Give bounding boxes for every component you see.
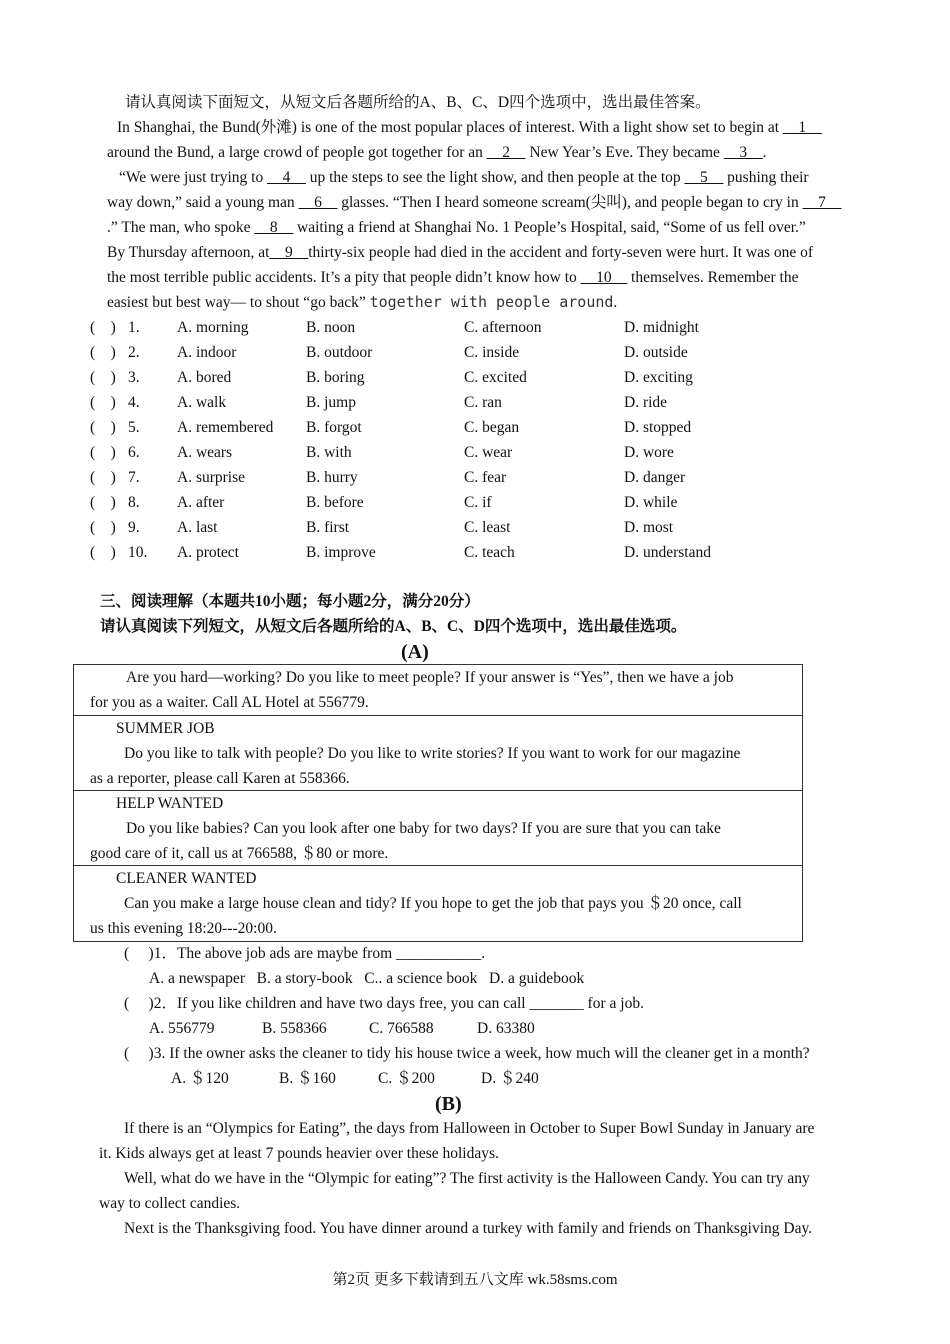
ad-text: for you as a waiter. Call AL Hotel at 556779. [90, 694, 369, 711]
passage-line-5: .” The man, who spoke __8__ waiting a friend at Shanghai No. 1 People’s Hospital, said, “Some of us fell over.” [107, 219, 806, 236]
question-2-option-c: C. 766588 [369, 1020, 434, 1037]
cloze-q5-paren: ( ) [90, 419, 116, 436]
question-1-stem: ( )1．The above job ads are maybe from ___________. [124, 945, 486, 962]
ad-text: us this evening 18:20---20:00. [90, 920, 277, 937]
cloze-q3-option-b: B. boring [306, 369, 365, 386]
ad-text: Do you like to talk with people? Do you like to write stories? If you want to work for our magazine [124, 745, 741, 762]
question-3-option-a: A. ＄120 [171, 1070, 229, 1087]
cloze-q5-option-a: A. remembered [177, 419, 274, 436]
ad-help-wanted [74, 791, 802, 866]
passage-line-7: the most terrible public accidents. It’s a pity that people didn’t know how to __10__ themselves. Remember the [107, 269, 799, 286]
ad-cleaner-wanted [74, 866, 802, 941]
cloze-q4-option-b: B. jump [306, 394, 356, 411]
cloze-q2-option-a: A. indoor [177, 344, 237, 361]
blank-8: __8__ [254, 219, 294, 236]
cloze-q7-paren: ( ) [90, 469, 116, 486]
cloze-q8-option-c: C. if [464, 494, 492, 511]
cloze-q5-option-d: D. stopped [624, 419, 692, 436]
cloze-q2-option-d: D. outside [624, 344, 688, 361]
ad-text: as a reporter, please call Karen at 558366. [90, 770, 350, 787]
cloze-q4-option-c: C. ran [464, 394, 502, 411]
blank-1: __1__ [782, 119, 822, 136]
cloze-q3-num: 3. [128, 369, 140, 386]
ad-text: Do you like babies? Can you look after one baby for two days? If you are sure that you can take [126, 820, 721, 837]
cloze-q10-option-c: C. teach [464, 544, 515, 561]
cloze-q8-paren: ( ) [90, 494, 116, 511]
ad-title: CLEANER WANTED [116, 870, 257, 887]
cloze-q9-num: 9. [128, 519, 140, 536]
cloze-q7-option-d: D. danger [624, 469, 686, 486]
passage-b-line: If there is an “Olympics for Eating”, the days from Halloween in October to Super Bowl Sunday in January are [124, 1120, 815, 1137]
cloze-q7-option-b: B. hurry [306, 469, 358, 486]
question-2-option-a: A. 556779 [149, 1020, 215, 1037]
cloze-q6-paren: ( ) [90, 444, 116, 461]
blank-6: __6__ [298, 194, 338, 211]
question-1-options: A. a newspaper B. a story-book C.. a science book D. a guidebook [149, 970, 585, 987]
cloze-q2-option-c: C. inside [464, 344, 520, 361]
cloze-q6-option-c: C. wear [464, 444, 513, 461]
blank-10: __10__ [580, 269, 628, 286]
cloze-q3-paren: ( ) [90, 369, 116, 386]
reading-instruction: 请认真阅读下列短文，从短文后各题所给的A、B、C、D四个选项中，选出最佳选项。 [100, 618, 687, 635]
job-ads-table [73, 664, 803, 942]
blank-3: __3__ [723, 144, 763, 161]
cloze-q5-option-b: B. forgot [306, 419, 362, 436]
passage-line-2: around the Bund, a large crowd of people got together for an __2__ New Year’s Eve. They became __3__. [107, 144, 767, 161]
passage-b-line: it. Kids always get at least 7 pounds heavier over these holidays. [99, 1145, 499, 1162]
question-3-option-c: C. ＄200 [378, 1070, 435, 1087]
heading-a: (A) [401, 641, 429, 663]
cloze-q1-num: 1. [128, 319, 140, 336]
cloze-q4-num: 4. [128, 394, 140, 411]
passage-line-4: way down,” said a young man __6__ glasses. “Then I heard someone scream(尖叫), and people began to cry in __7__ [107, 194, 842, 211]
page-footer: 第2页 更多下载请到五八文库 wk.58sms.com [332, 1272, 618, 1288]
cloze-q5-num: 5. [128, 419, 140, 436]
cloze-q6-option-d: D. wore [624, 444, 674, 461]
cloze-q9-option-c: C. least [464, 519, 511, 536]
question-3-stem: ( )3. If the owner asks the cleaner to tidy his house twice a week, how much will the cleaner get in a month? [124, 1045, 810, 1062]
cloze-q1-option-a: A. morning [177, 319, 249, 336]
cloze-q8-option-a: A. after [177, 494, 225, 511]
cloze-q3-option-a: A. bored [177, 369, 232, 386]
cloze-q10-option-d: D. understand [624, 544, 711, 561]
cloze-q6-option-a: A. wears [177, 444, 233, 461]
cloze-q10-paren: ( ) [90, 544, 116, 561]
ad-waiter [74, 665, 802, 716]
blank-5: __5__ [684, 169, 724, 186]
cloze-q1-option-c: C. afternoon [464, 319, 542, 336]
blank-7: __7__ [802, 194, 842, 211]
blank-2: __2__ [486, 144, 526, 161]
cloze-q10-option-a: A. protect [177, 544, 239, 561]
cloze-q7-option-a: A. surprise [177, 469, 246, 486]
cloze-q10-num: 10. [128, 544, 148, 561]
cloze-q1-option-d: D. midnight [624, 319, 699, 336]
cloze-q2-option-b: B. outdoor [306, 344, 373, 361]
section-title: 三、阅读理解（本题共10小题；每小题2分，满分20分） [100, 593, 480, 610]
cloze-q3-option-d: D. exciting [624, 369, 693, 386]
cloze-q2-paren: ( ) [90, 344, 116, 361]
ad-text: good care of it, call us at 766588, ＄80 or more. [90, 845, 389, 862]
cloze-q5-option-c: C. began [464, 419, 520, 436]
question-3-option-b: B. ＄160 [279, 1070, 336, 1087]
passage-line-8: easiest but best way— to shout “go back” together with people around. [107, 293, 618, 311]
ad-summer-job [74, 716, 802, 791]
cloze-q7-option-c: C. fear [464, 469, 507, 486]
cloze-q1-option-b: B. noon [306, 319, 356, 336]
cloze-q6-option-b: B. with [306, 444, 352, 461]
cloze-q9-option-b: B. first [306, 519, 350, 536]
cloze-q8-option-d: D. while [624, 494, 678, 511]
passage-b-line: Next is the Thanksgiving food. You have dinner around a turkey with family and friends on Thanksgiving Day. [124, 1220, 813, 1237]
ad-title: SUMMER JOB [116, 720, 215, 737]
cloze-q9-option-a: A. last [177, 519, 218, 536]
heading-b: (B) [435, 1093, 462, 1115]
cloze-instruction: 请认真阅读下面短文，从短文后各题所给的A、B、C、D四个选项中，选出最佳答案。 [125, 94, 711, 111]
blank-9: __9__ [269, 244, 309, 261]
ad-title: HELP WANTED [116, 795, 224, 812]
blank-4: __4__ [267, 169, 306, 186]
cloze-q8-option-b: B. before [306, 494, 364, 511]
cloze-q4-option-a: A. walk [177, 394, 227, 411]
question-2-option-d: D. 63380 [477, 1020, 535, 1037]
cloze-q9-paren: ( ) [90, 519, 116, 536]
question-2-option-b: B. 558366 [262, 1020, 327, 1037]
cloze-q8-num: 8. [128, 494, 140, 511]
cloze-q4-option-d: D. ride [624, 394, 668, 411]
cloze-q4-paren: ( ) [90, 394, 116, 411]
passage-line-3: “We were just trying to __4__ up the steps to see the light show, and then people at the top __5__ pushing their [119, 169, 809, 186]
cloze-q10-option-b: B. improve [306, 544, 376, 561]
question-2-stem: ( )2．If you like children and have two days free, you can call _______ for a job. [124, 995, 644, 1012]
cloze-q1-paren: ( ) [90, 319, 116, 336]
cloze-q3-option-c: C. excited [464, 369, 527, 386]
question-3-option-d: D. ＄240 [481, 1070, 539, 1087]
cloze-q6-num: 6. [128, 444, 140, 461]
passage-line-6: By Thursday afternoon, at__9__thirty-six people had died in the accident and forty-seven were hurt. It was one of [107, 244, 814, 261]
passage-b-line: way to collect candies. [99, 1195, 241, 1212]
cloze-q2-num: 2. [128, 344, 140, 361]
cloze-q7-num: 7. [128, 469, 140, 486]
passage-line-1: In Shanghai, the Bund(外滩) is one of the most popular places of interest. With a light show set to begin at __1__ [117, 119, 822, 136]
ad-text: Can you make a large house clean and tidy? If you hope to get the job that pays you ＄20 once, call [124, 895, 742, 912]
cloze-q9-option-d: D. most [624, 519, 674, 536]
ad-text: Are you hard—working? Do you like to meet people? If your answer is “Yes”, then we have a job [126, 669, 734, 686]
passage-b-line: Well, what do we have in the “Olympic for eating”? The first activity is the Halloween Candy. You can try any [124, 1170, 810, 1187]
